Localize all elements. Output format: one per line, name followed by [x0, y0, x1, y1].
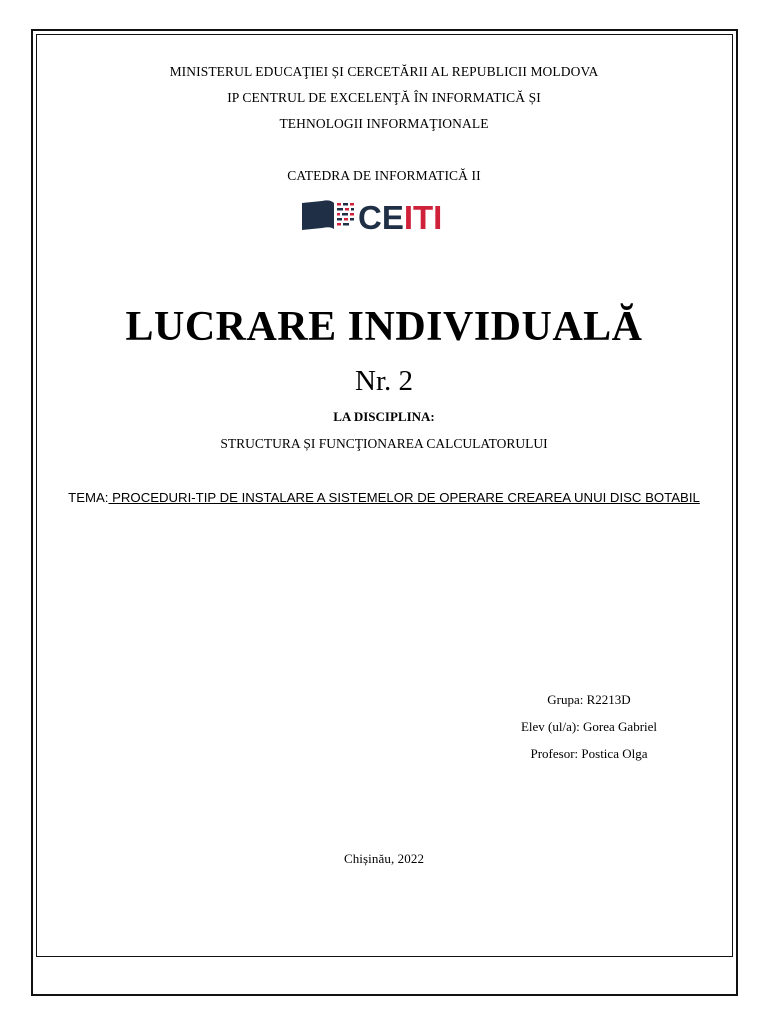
theme-line: [0, 490, 768, 505]
logo-text-iti: ITI: [403, 199, 443, 234]
institution-line-2: TEHNOLOGII INFORMAŢIONALE: [279, 116, 489, 131]
institution-line: IP CENTRUL DE EXCELENŢĂ ÎN INFORMATICĂ ȘI: [227, 90, 541, 105]
group-info: Grupa: R2213D: [547, 692, 631, 707]
logo-text-ce: CE: [358, 199, 404, 234]
discipline-label: LA DISCIPLINA:: [333, 409, 435, 424]
theme-topic: PROCEDURI-TIP DE INSTALARE A SISTEMELOR DE OPERARE CREAREA UNUI DISC BOTABIL: [108, 490, 700, 505]
ministry-line: MINISTERUL EDUCAŢIEI ȘI CERCETĂRII AL REPUBLICII MOLDOVA: [169, 64, 599, 79]
department-line: CATEDRA DE INFORMATICĂ II: [287, 168, 481, 183]
document-title: LUCRARE INDIVIDUALĂ: [125, 304, 643, 350]
ceiti-logo: [300, 198, 470, 234]
theme-label: TEMA:: [68, 490, 109, 505]
book-icon: [302, 200, 354, 230]
student-info: Elev (ul/a): Gorea Gabriel: [520, 719, 658, 734]
svg-text:CEITI: [358, 199, 442, 234]
work-number: Nr. 2: [355, 365, 413, 397]
teacher-info: Profesor: Postica Olga: [530, 746, 648, 761]
place-date: Chișinău, 2022: [343, 851, 425, 866]
discipline-name: STRUCTURA ȘI FUNCŢIONAREA CALCULATORULUI: [220, 436, 548, 451]
